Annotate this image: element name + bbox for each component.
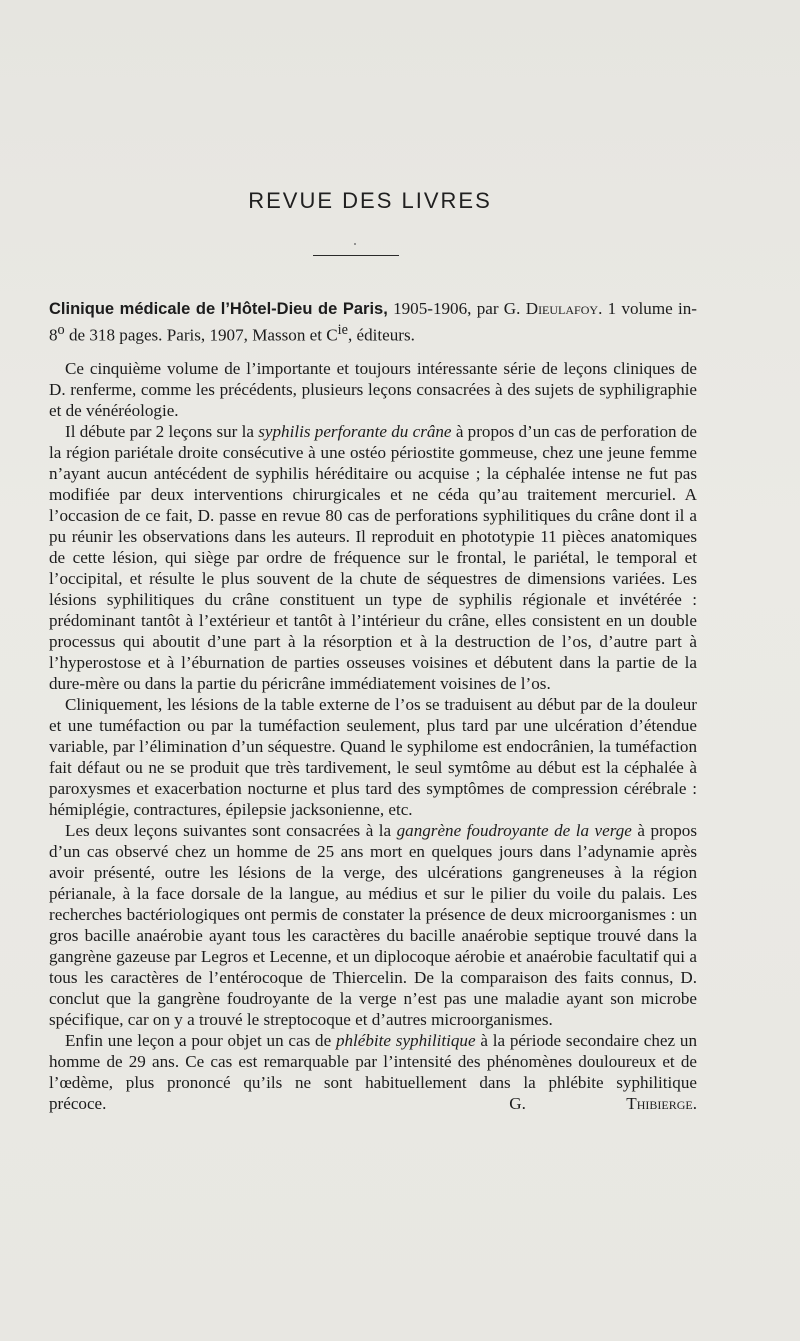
separator-dot	[354, 243, 356, 245]
paragraph-2-part-b: à propos d’un cas de perforation de la région pariétale droite consécutive à une ostéo périostite gommeuse, chez une jeune femme n’ayant aucun antécédent de syphilis héréditaire ou acquise ; la céphalée intense ne fut pas modifiée par deux interventions chirurgicales et ne céda qu’au traitement mercuriel. A l’occasion de ce fait, D. passe en revue 80 cas de perforations syphilitiques du crâne dont il a pu réunir les observations dans les auteurs. Il reproduit en phototypie 11 pièces anatomiques de cette lésion, qui siège par ordre de fréquence sur le frontal, le pariétal, le temporal et l’occipital, et résulte le plus souvent de la chute de séquestres de dimensions variées. Les lésions syphilitiques du crâne constituent un type de syphilis régionale et invétérée : prédominant tantôt à l’extérieur et tantôt à l’intérieur du crâne, elles consistent en un double processus qui aboutit d’une part à la résorption et à la destruction de l’os, d’autre part à l’hyperostose et à l’éburnation de parties osseuses voisines et débutent dans la partie de la dure-mère ou dans la partie du péricrâne immédiatement voisines de l’os.	[49, 421, 697, 693]
paragraph-4-part-b: à propos d’un cas observé chez un homme de 25 ans mort en quelques jours dans l’adynamie après avoir présenté, outre les lésions de la verge, des ulcérations gangreneuses à la région périanale, à la face dorsale de la langue, au médius et sur le pilier du voile du palais. Les recherches bactériologiques ont permis de constater la présence de deux microorganismes : un gros bacille anaérobie ayant tous les caractères du bacille anaérobie septique trouvé dans la gangrène gazeuse par Legros et Lecenne, et un diplocoque aérobie et anaérobie facultatif qui a tous les caractères de l’entérocoque de Thiercelin. De la comparaison des faits connus, D. conclut que la gangrène foudroyante de la verge n’est pas une maladie ayant son microbe spécifique, car on y a trouvé le streptocoque et d’autres microorganismes.	[49, 820, 698, 1029]
paragraph-2	[49, 421, 697, 694]
book-title: Clinique médicale de l’Hôtel-Dieu de Paris,	[49, 300, 388, 318]
paragraph-5-part-b: à la période secondaire chez un homme de 29 ans. Ce cas est remarquable par l’intensité des phénomènes douloureux et de l’œdème, plus prononcé qu’ils ne sont habituellement dans la phlébite syphilitique précoce.	[49, 1030, 697, 1113]
citation-part-a: 1905-1906, par G.	[387, 299, 526, 318]
citation-sup-2: ie	[337, 322, 348, 338]
citation-sup-1: o	[57, 322, 65, 338]
paragraph-4-italic: gangrène foudroyante de la verge	[396, 820, 632, 840]
paragraph-5-italic: phlébite syphilitique	[335, 1030, 476, 1050]
paragraph-2-part-a: Il débute par 2 leçons sur la	[65, 421, 259, 441]
author-name: Dieulafoy	[525, 299, 599, 318]
signature: G. Thibierge.	[509, 1093, 697, 1113]
paragraph-3: Cliniquement, les lésions de la table externe de l’os se traduisent au début par de la douleur et une tuméfaction ou par la tuméfaction seulement, plus tard par une ulcération d’étendue variable, par l’élimination d’un séquestre. Quand le syphilome est endocrânien, la tuméfaction fait défaut ou ne se produit que très tardivement, le seul symtôme au début est la céphalée à paroxysmes et exacerbation nocturne et plus tard des symptômes de compression cérébrale : hémiplégie, contractures, épilepsie jacksonienne, etc.	[49, 694, 697, 819]
paragraph-5	[49, 1030, 697, 1114]
book-citation	[49, 298, 697, 346]
citation-part-c: de 318 pages. Paris, 1907, Masson et C	[64, 325, 338, 345]
citation-part-d: , éditeurs.	[347, 325, 415, 345]
section-title: REVUE DES LIVRES	[248, 188, 492, 213]
paragraph-2-italic: syphilis perforante du crâne	[258, 421, 452, 441]
paragraph-4-part-a: Les deux leçons suivantes sont consacrées à la	[65, 820, 397, 840]
paragraph-4	[49, 820, 697, 1030]
review-body	[49, 298, 697, 1114]
citation-part-b: . 1 volume in-8	[49, 299, 697, 345]
paragraph-5-part-a: Enfin une leçon a pour objet un cas de	[65, 1030, 336, 1050]
separator-rule	[313, 255, 399, 256]
paragraph-1: Ce cinquième volume de l’importante et toujours intéressante série de leçons cliniques de D. renferme, comme les précédents, plusieurs leçons consacrées à des sujets de syphiligraphie et de vénéréologie.	[49, 358, 697, 420]
